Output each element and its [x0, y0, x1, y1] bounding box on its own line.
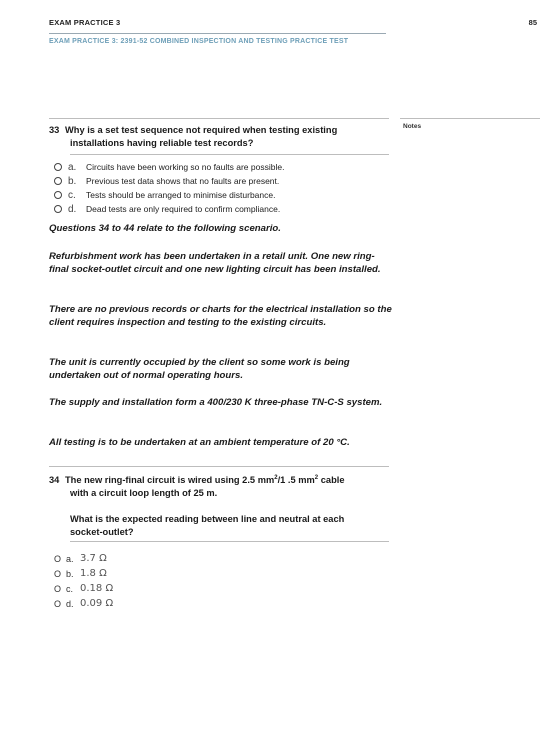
running-header-title: EXAM PRACTICE 3	[49, 18, 121, 27]
radio-button[interactable]	[54, 163, 62, 171]
option-text: Dead tests are only required to confirm compliance.	[86, 204, 281, 214]
question-text-line2: installations having reliable test records?	[70, 138, 254, 148]
answer-option-a[interactable]: O a. 3.7 Ω	[54, 553, 107, 564]
option-value: 0.18 Ω	[80, 583, 114, 594]
superscript: 2	[274, 475, 278, 481]
question-prompt-line1: What is the expected reading between line and neutral at each	[70, 514, 345, 525]
question-text-part: cable	[318, 475, 345, 486]
option-value: 3.7 Ω	[80, 553, 107, 564]
notes-label: Notes	[403, 123, 422, 130]
scenario-paragraph-1: Refurbishment work has been undertaken in a retail unit. One new ring-final socket-outlet circuit and one new lighting circuit has been installed.	[49, 251, 381, 275]
option-text: Previous test data shows that no faults are present.	[86, 176, 280, 186]
q33-options	[54, 160, 284, 216]
scenario-paragraph-4: The supply and installation form a 400/230 K three-phase TN-C-S system.	[49, 397, 383, 408]
answer-option-d[interactable]: d. Dead tests are only required to confirm compliance.	[54, 202, 284, 216]
answer-option-b[interactable]: O b. 1.8 Ω	[54, 568, 107, 579]
question-text-line1: Why is a set test sequence not required when testing existing	[65, 125, 338, 135]
question-number: 33	[49, 125, 60, 135]
q34-top-rule	[49, 466, 389, 467]
running-header-subtitle: EXAM PRACTICE 3: 2391-52 COMBINED INSPECTION AND TESTING PRACTICE TEST	[49, 38, 349, 45]
page-number: 85	[528, 18, 537, 27]
answer-option-b[interactable]: b. Previous test data shows that no faults are present.	[54, 174, 284, 188]
option-marker[interactable]: O	[54, 598, 62, 609]
question-text-part: The new ring-final circuit is wired using 2.5 mm	[65, 475, 275, 486]
scenario-paragraph-2: There are no previous records or charts for the electrical installation so the client requires inspection and testing to the existing circuits.	[49, 304, 392, 328]
option-value: 0.09 Ω	[80, 598, 114, 609]
q33-top-rule	[49, 118, 389, 119]
scenario-intro: Questions 34 to 44 relate to the following scenario.	[49, 223, 281, 234]
superscript: 2	[314, 475, 319, 481]
q34-options	[54, 551, 113, 611]
notes-divider	[400, 118, 540, 119]
option-marker[interactable]: O	[54, 583, 62, 594]
radio-button[interactable]	[54, 205, 62, 213]
q34-bottom-rule	[70, 541, 389, 542]
option-text: Tests should be arranged to minimise disturbance.	[86, 190, 276, 200]
radio-button[interactable]	[54, 177, 62, 185]
answer-option-d[interactable]: O d. 0.09 Ω	[54, 598, 114, 609]
answer-option-c[interactable]: O c. 0.18 Ω	[54, 583, 114, 594]
answer-option-a[interactable]: a. Circuits have been working so no faults are possible.	[54, 160, 284, 174]
radio-button[interactable]	[54, 191, 62, 199]
scenario-paragraph-3: The unit is currently occupied by the client so some work is being undertaken out of normal operating hours.	[49, 357, 350, 381]
question-34	[49, 472, 394, 539]
scenario-paragraph-5: All testing is to be undertaken at an ambient temperature of 20 °C.	[49, 437, 350, 448]
question-number: 34	[49, 475, 60, 486]
option-value: 1.8 Ω	[80, 568, 107, 579]
option-text: Circuits have been working so no faults are possible.	[86, 162, 285, 172]
question-text-line2: with a circuit loop length of 25 m.	[70, 488, 218, 499]
question-text-part: /1 .5 mm	[277, 475, 315, 486]
option-marker[interactable]: O	[54, 568, 62, 579]
question-33	[49, 124, 394, 150]
q33-bottom-rule	[70, 154, 389, 155]
question-prompt-line2: socket-outlet?	[70, 527, 134, 538]
option-marker[interactable]: O	[54, 553, 62, 564]
header-divider	[49, 33, 386, 34]
answer-option-c[interactable]: c. Tests should be arranged to minimise disturbance.	[54, 188, 284, 202]
